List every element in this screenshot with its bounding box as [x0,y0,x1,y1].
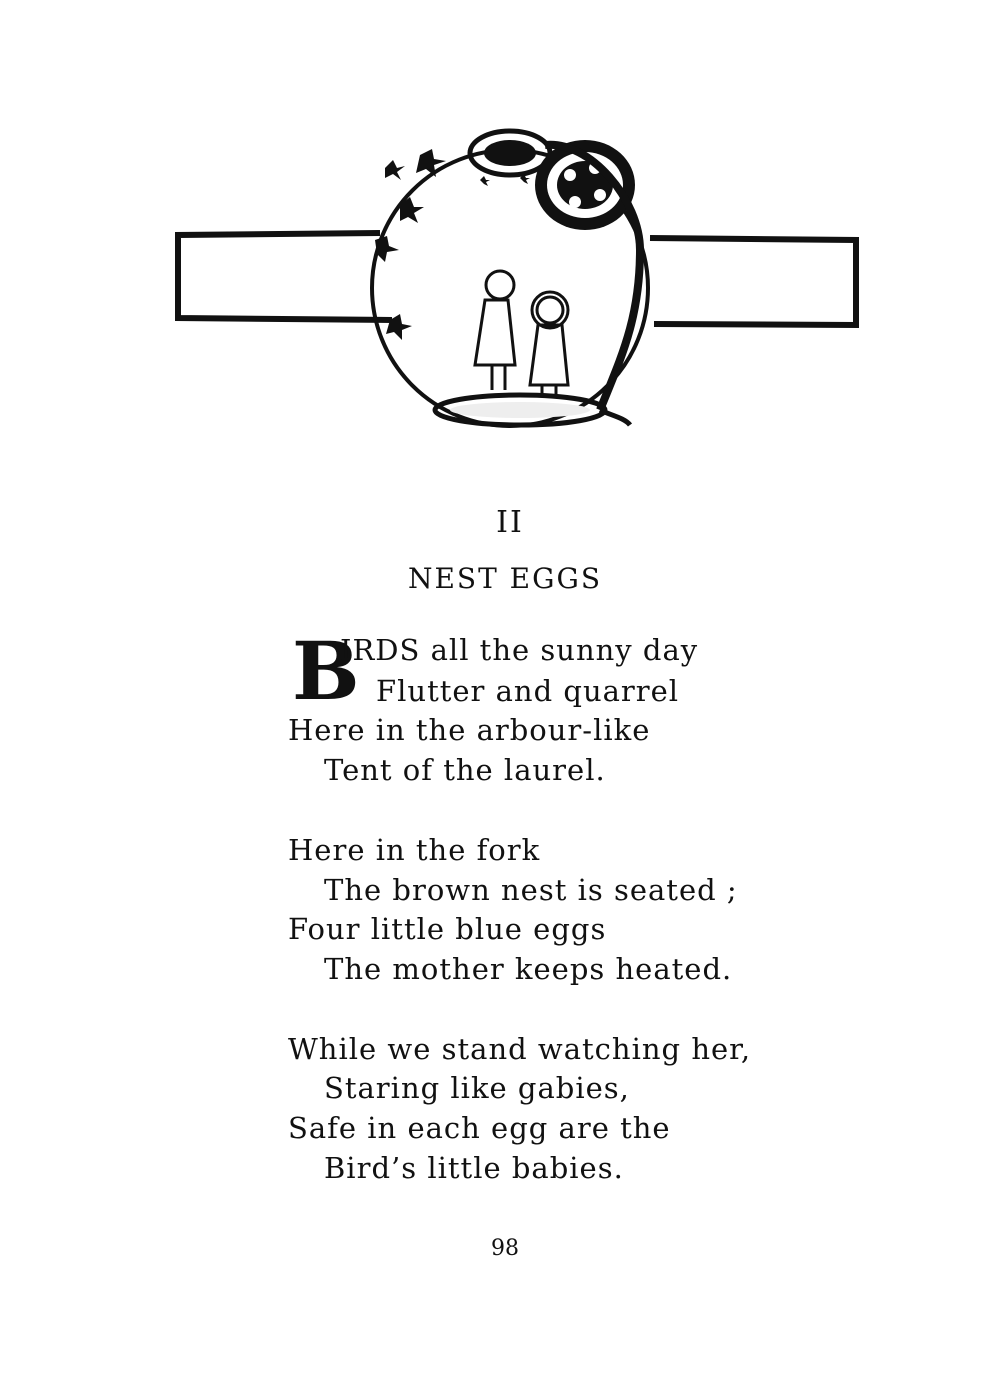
poem-line: Safe in each egg are the [288,1111,671,1145]
poem-line: The brown nest is seated ; [324,873,738,907]
poem-line: Bird’s little babies. [324,1151,624,1185]
chapter-title: NEST EGGS [407,562,603,595]
poem-line: While we stand watching her, [288,1032,752,1066]
poem-line: Here in the fork [288,833,541,867]
page-number: 98 [491,1236,519,1261]
poem-line: Flutter and quarrel [376,674,680,708]
poem-line: Here in the arbour-like [288,713,651,747]
poem-line: Staring like gabies, [324,1071,630,1105]
poem-line: Four little blue eggs [288,912,607,946]
chapter-number: II [496,505,524,540]
poem-line: Tent of the laurel. [324,753,606,787]
poem-line: The mother keeps heated. [324,952,733,986]
poem-line: IRDS all the sunny day [340,633,699,667]
drop-cap: B [292,624,360,718]
headpiece-illustration-icon [170,120,870,440]
